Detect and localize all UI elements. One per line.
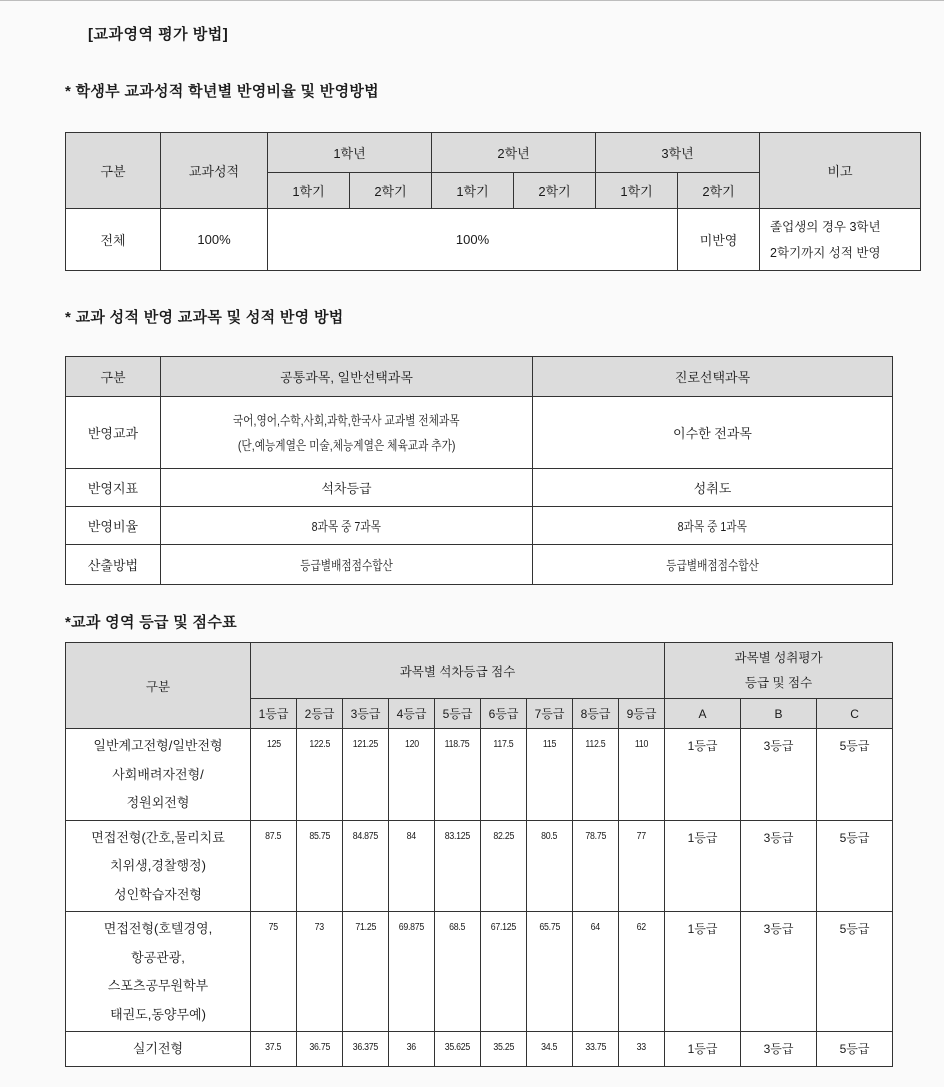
t3-row-label — [66, 912, 251, 1032]
t3-score-cell — [481, 912, 527, 1032]
score-value: 36 — [406, 1042, 417, 1053]
t1-note-line: 2학기까지 성적 반영 — [770, 245, 881, 260]
t3-row-label — [66, 729, 251, 821]
table-row — [66, 1032, 893, 1067]
t2-method-text: 등급별배점점수합산 — [666, 558, 759, 573]
t1-header-score: 교과성적 — [161, 133, 268, 209]
score-value: 87.5 — [265, 830, 282, 842]
t3-label-line: 실기전형 — [132, 1041, 184, 1056]
t3-score-cell — [343, 729, 389, 821]
t1-header-year2: 2학년 — [432, 133, 596, 173]
t3-label-line: 정원외전형 — [126, 795, 190, 810]
t3-score-cell — [297, 1032, 343, 1067]
page-title: [교과영역 평가 방법] — [88, 26, 229, 43]
t1-header-semester: 2학기 — [350, 173, 432, 209]
score-value: 83.125 — [444, 830, 471, 842]
t3-label-line: 일반계고전형/일반전형 — [93, 738, 223, 753]
section2-heading: * 교과 성적 반영 교과목 및 성적 반영 방법 — [65, 309, 344, 326]
score-value: 64 — [590, 922, 601, 933]
t3-label-line: 항공관광, — [131, 949, 185, 965]
score-value: 122.5 — [309, 739, 330, 750]
t3-score-cell — [343, 1032, 389, 1067]
t3-header-achieve: C — [817, 699, 893, 729]
t1-header-semester: 2학기 — [514, 173, 596, 209]
t2-label-method: 산출방법 — [66, 545, 161, 585]
t3-score-cell — [527, 820, 573, 912]
t2-cell-common-ratio — [161, 507, 533, 545]
t3-label-line: 치위생,경찰행정) — [110, 858, 206, 873]
t3-score-cell — [481, 1032, 527, 1067]
score-value: 85.75 — [309, 830, 330, 842]
t1-cell-note — [760, 209, 921, 271]
t1-cell-score: 100% — [161, 209, 268, 271]
t3-score-cell — [619, 912, 665, 1032]
t3-achieve-cell: 5등급 — [817, 820, 893, 912]
t1-header-semester: 2학기 — [678, 173, 760, 209]
t3-header-achieve-group — [665, 643, 893, 699]
score-value: 73 — [314, 922, 325, 933]
t3-score-cell — [435, 1032, 481, 1067]
t3-header-rank-group: 과목별 석차등급 점수 — [251, 643, 665, 699]
t3-header-rank: 9등급 — [619, 699, 665, 729]
score-value: 67.125 — [490, 922, 517, 933]
t3-score-cell — [251, 912, 297, 1032]
score-value: 120 — [404, 739, 419, 750]
table-row — [66, 820, 893, 912]
t3-score-cell — [251, 729, 297, 821]
t1-header-semester: 1학기 — [268, 173, 350, 209]
table-row — [66, 912, 893, 1032]
t3-score-cell — [297, 820, 343, 912]
t3-score-cell — [527, 912, 573, 1032]
table-row — [66, 729, 893, 821]
score-value: 33 — [636, 1042, 647, 1053]
t3-achieve-cell: 5등급 — [817, 912, 893, 1032]
score-value: 69.875 — [398, 922, 425, 933]
t3-score-cell — [343, 912, 389, 1032]
t1-cell-not-reflected: 미반영 — [678, 209, 760, 271]
t3-header-rank: 3등급 — [343, 699, 389, 729]
t2-cell-career-indicator: 성취도 — [533, 469, 893, 507]
score-value: 82.25 — [493, 830, 514, 842]
t2-label-ratio: 반영비율 — [66, 507, 161, 545]
t3-achieve-cell: 3등급 — [741, 729, 817, 821]
t3-header-achieve: B — [741, 699, 817, 729]
t3-label-line: 성인학습자전형 — [114, 886, 202, 902]
t1-header-gubun: 구분 — [66, 133, 161, 209]
t2-cell-common-subjects — [161, 397, 533, 469]
score-value: 65.75 — [539, 922, 560, 933]
t3-header-rank: 8등급 — [573, 699, 619, 729]
t1-header-note: 비고 — [760, 133, 921, 209]
score-value: 62 — [636, 922, 647, 933]
score-value: 71.25 — [355, 922, 376, 933]
t3-score-cell — [573, 820, 619, 912]
score-value: 110 — [634, 739, 649, 750]
t2-header-career: 진로선택과목 — [533, 357, 893, 397]
t2-header-gubun: 구분 — [66, 357, 161, 397]
t3-label-line: 면접전형(간호,물리치료 — [91, 829, 225, 845]
t3-header-rank: 1등급 — [251, 699, 297, 729]
t3-score-cell — [297, 729, 343, 821]
t3-achieve-group-line: 과목별 성취평가 — [734, 650, 823, 665]
t3-score-cell — [435, 729, 481, 821]
t1-header-year3: 3학년 — [596, 133, 760, 173]
t3-header-achieve: A — [665, 699, 741, 729]
t3-achieve-cell: 1등급 — [665, 1032, 741, 1067]
t3-score-cell — [251, 820, 297, 912]
score-value: 121.25 — [352, 739, 379, 750]
score-value: 118.75 — [445, 739, 470, 750]
t1-header-year1: 1학년 — [268, 133, 432, 173]
t3-score-cell — [343, 820, 389, 912]
t3-row-label — [66, 820, 251, 912]
score-value: 125 — [266, 739, 281, 750]
t2-common-line — [165, 408, 528, 433]
t2-ratio-text: 8과목 중 1과목 — [677, 519, 748, 534]
score-value: 75 — [268, 922, 279, 933]
t2-common-line — [165, 433, 528, 458]
t3-header-rank: 2등급 — [297, 699, 343, 729]
t3-score-cell — [619, 820, 665, 912]
document-page — [0, 1, 944, 1087]
t3-header-rank: 4등급 — [389, 699, 435, 729]
t3-score-cell — [251, 1032, 297, 1067]
t1-cell-merged-ratio: 100% — [268, 209, 678, 271]
t3-achieve-cell: 3등급 — [741, 912, 817, 1032]
score-value: 84 — [406, 830, 417, 842]
t3-achieve-cell: 3등급 — [741, 1032, 817, 1067]
t1-cell-gubun: 전체 — [66, 209, 161, 271]
t3-label-line: 면접전형(호텔경영, — [103, 921, 213, 936]
t3-header-rank: 7등급 — [527, 699, 573, 729]
score-value: 84.875 — [352, 830, 379, 842]
t3-achieve-cell: 1등급 — [665, 729, 741, 821]
t2-label-indicator: 반영지표 — [66, 469, 161, 507]
score-value: 112.5 — [585, 739, 606, 750]
score-value: 80.5 — [541, 830, 558, 842]
score-value: 35.625 — [444, 1042, 471, 1053]
t2-cell-career-ratio — [533, 507, 893, 545]
score-value: 36.375 — [352, 1042, 379, 1053]
t3-achieve-cell: 1등급 — [665, 912, 741, 1032]
t2-cell-career-method — [533, 545, 893, 585]
score-value: 68.5 — [449, 922, 466, 933]
score-value: 117.5 — [493, 739, 514, 750]
score-value: 34.5 — [541, 1042, 558, 1053]
t3-achieve-cell: 1등급 — [665, 820, 741, 912]
score-value: 35.25 — [493, 1042, 514, 1053]
t3-label-line: 태권도,동양무예) — [110, 1006, 206, 1022]
score-value: 78.75 — [585, 830, 606, 842]
t3-score-cell — [389, 912, 435, 1032]
t3-score-cell — [297, 912, 343, 1032]
t3-score-cell — [619, 1032, 665, 1067]
t2-common-line-text: 국어,영어,수학,사회,과학,한국사 교과별 전체과목 — [233, 412, 460, 428]
t3-achieve-group-line: 등급 및 점수 — [744, 675, 813, 690]
t2-header-common: 공통과목, 일반선택과목 — [161, 357, 533, 397]
score-value: 33.75 — [585, 1042, 606, 1053]
section3-heading: *교과 영역 등급 및 점수표 — [65, 614, 237, 631]
t1-note-line: 졸업생의 경우 3학년 — [770, 219, 881, 234]
t2-cell-common-method — [161, 545, 533, 585]
t3-header-rank: 6등급 — [481, 699, 527, 729]
t3-score-cell — [435, 912, 481, 1032]
t3-score-cell — [573, 1032, 619, 1067]
grade-score-table — [65, 642, 893, 1067]
t3-score-cell — [573, 912, 619, 1032]
t3-label-line: 사회배려자전형/ — [112, 766, 204, 782]
t3-header-rank: 5등급 — [435, 699, 481, 729]
t3-achieve-cell: 5등급 — [817, 729, 893, 821]
t2-cell-common-indicator: 석차등급 — [161, 469, 533, 507]
score-value: 115 — [542, 739, 557, 750]
subject-reflection-table — [65, 356, 893, 585]
t3-achieve-cell: 3등급 — [741, 820, 817, 912]
t3-row-label — [66, 1032, 251, 1067]
score-value: 36.75 — [309, 1042, 330, 1053]
t3-score-cell — [481, 729, 527, 821]
t3-score-cell — [435, 820, 481, 912]
score-value: 77 — [636, 830, 647, 842]
score-value: 37.5 — [265, 1042, 282, 1053]
t3-header-gubun: 구분 — [66, 643, 251, 729]
grade-ratio-table — [65, 132, 921, 271]
t1-header-semester: 1학기 — [596, 173, 678, 209]
t2-cell-career-subjects: 이수한 전과목 — [533, 397, 893, 469]
t2-ratio-text: 8과목 중 7과목 — [311, 519, 382, 534]
t3-score-cell — [389, 1032, 435, 1067]
t2-label-subjects: 반영교과 — [66, 397, 161, 469]
t3-score-cell — [481, 820, 527, 912]
t3-score-cell — [619, 729, 665, 821]
t3-achieve-cell: 5등급 — [817, 1032, 893, 1067]
t2-common-line-text: (단,예능계열은 미술,체능계열은 체육교과 추가) — [237, 437, 456, 453]
t1-header-semester: 1학기 — [432, 173, 514, 209]
t3-label-line: 스포츠공무원학부 — [107, 978, 209, 993]
t2-method-text: 등급별배점점수합산 — [300, 558, 393, 573]
section1-heading: * 학생부 교과성적 학년별 반영비율 및 반영방법 — [65, 83, 379, 100]
t3-score-cell — [389, 729, 435, 821]
t3-score-cell — [389, 820, 435, 912]
t3-score-cell — [573, 729, 619, 821]
t3-score-cell — [527, 1032, 573, 1067]
t3-score-cell — [527, 729, 573, 821]
